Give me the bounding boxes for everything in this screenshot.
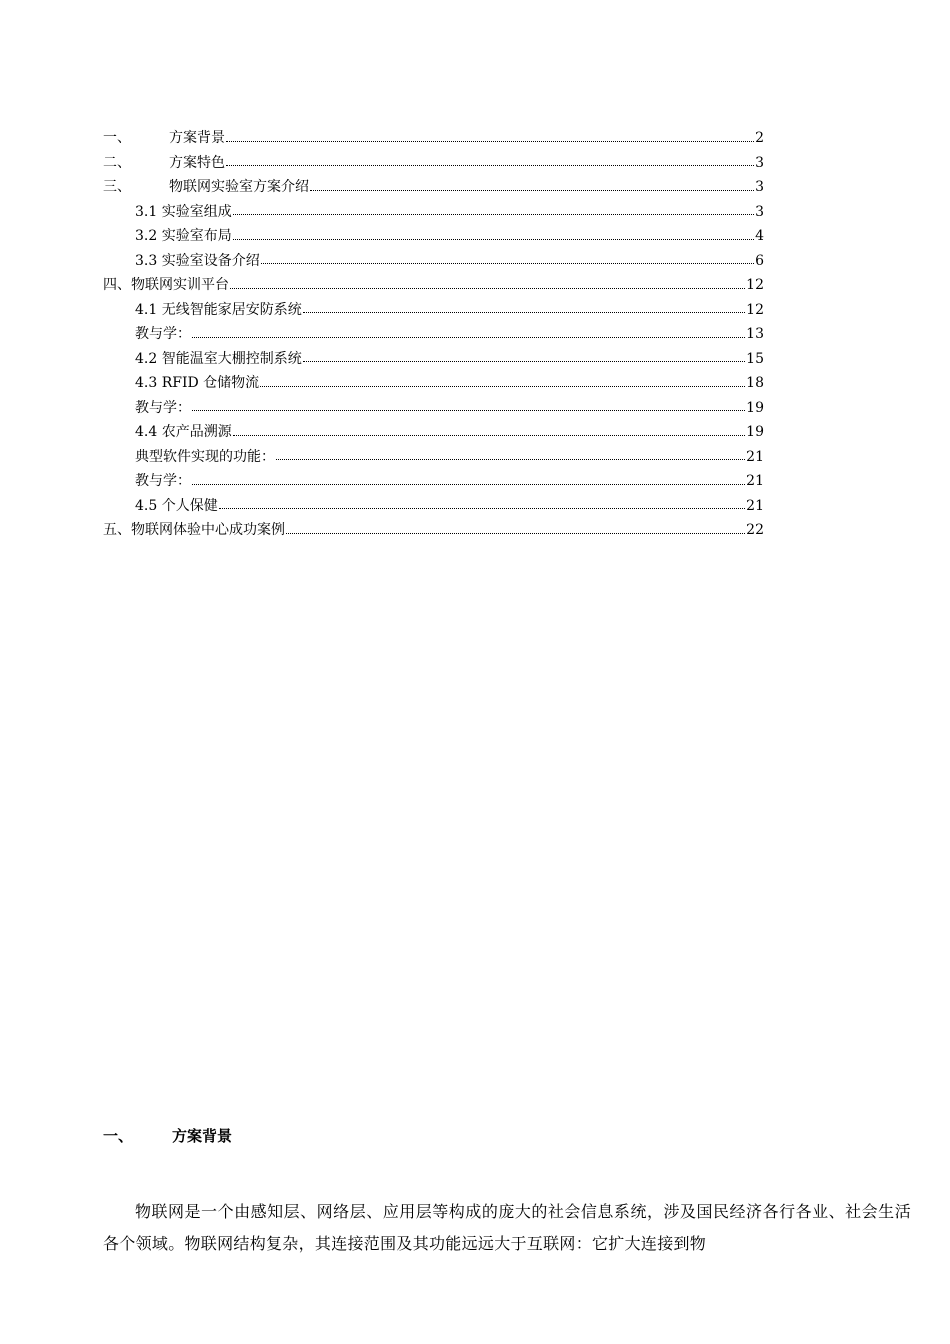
toc-entry[interactable] xyxy=(103,322,764,347)
toc-entry-title: 3.2 实验室布局 xyxy=(135,228,232,244)
toc-entry[interactable] xyxy=(103,445,764,470)
toc-entry-number: 三、 xyxy=(103,179,131,195)
toc-page-number: 15 xyxy=(746,350,764,367)
toc-entry[interactable] xyxy=(103,151,764,176)
toc-page-number: 19 xyxy=(746,424,764,440)
toc-page-number: 3 xyxy=(755,203,764,220)
toc-entry[interactable] xyxy=(103,249,764,274)
toc-entry-title: 教与学： xyxy=(135,326,191,342)
toc-entry-title: 3.3 实验室设备介绍 xyxy=(135,252,260,269)
body-paragraph: 物联网是一个由感知层、网络层、应用层等构成的庞大的社会信息系统，涉及国民经济各行各业、社会生活各个领域。物联网结构复杂，其连接范围及其功能远远大于互联网：它扩大连接到物 xyxy=(103,1202,911,1253)
toc-entry-title: 五、物联网体验中心成功案例 xyxy=(103,522,285,538)
toc-entry-title: 方案背景 xyxy=(169,130,225,146)
table-of-contents xyxy=(103,126,764,543)
toc-page-number: 3 xyxy=(755,154,764,171)
toc-dot-leader xyxy=(260,385,745,387)
toc-dot-leader xyxy=(226,140,754,142)
toc-entry-title: 4.5 个人保健 xyxy=(135,497,218,514)
toc-dot-leader xyxy=(233,238,754,240)
toc-dot-leader xyxy=(233,434,745,436)
toc-entry[interactable] xyxy=(103,469,764,494)
toc-dot-leader xyxy=(303,360,745,362)
toc-entry[interactable] xyxy=(103,371,764,396)
toc-entry[interactable] xyxy=(103,200,764,225)
toc-dot-leader xyxy=(233,213,754,215)
toc-entry[interactable] xyxy=(103,273,764,298)
toc-page-number: 21 xyxy=(746,497,764,514)
toc-page-number: 2 xyxy=(755,130,764,146)
toc-entry-title: 物联网实验室方案介绍 xyxy=(169,179,309,195)
toc-page-number: 4 xyxy=(755,228,764,244)
toc-entry-number: 一、 xyxy=(103,130,131,146)
toc-page-number: 12 xyxy=(746,277,764,293)
toc-dot-leader xyxy=(192,336,745,338)
toc-dot-leader xyxy=(226,164,754,166)
toc-page-number: 19 xyxy=(746,399,764,416)
toc-entry[interactable] xyxy=(103,175,764,200)
toc-page-number: 18 xyxy=(746,375,764,391)
toc-entry-title: 方案特色 xyxy=(169,154,225,171)
toc-page-number: 22 xyxy=(746,522,764,538)
toc-page-number: 6 xyxy=(755,252,764,269)
toc-dot-leader xyxy=(261,262,754,264)
section-title: 方案背景 xyxy=(172,1127,233,1145)
toc-dot-leader xyxy=(276,458,745,460)
section-number: 一、 xyxy=(103,1127,134,1145)
toc-dot-leader xyxy=(286,532,745,534)
toc-page-number: 13 xyxy=(746,326,764,342)
toc-dot-leader xyxy=(192,483,745,485)
toc-entry-title: 4.2 智能温室大棚控制系统 xyxy=(135,350,302,367)
toc-page-number: 21 xyxy=(746,448,764,465)
toc-entry[interactable] xyxy=(103,396,764,421)
toc-entry-title: 4.3 RFID 仓储物流 xyxy=(135,375,260,391)
toc-entry-title: 4.1 无线智能家居安防系统 xyxy=(135,301,302,318)
toc-entry-title: 4.4 农产品溯源 xyxy=(135,424,232,440)
toc-page-number: 21 xyxy=(746,473,764,489)
toc-entry-title: 典型软件实现的功能： xyxy=(135,448,275,465)
toc-page-number: 3 xyxy=(755,179,764,195)
toc-entry[interactable] xyxy=(103,126,764,151)
toc-dot-leader xyxy=(230,287,745,289)
toc-entry[interactable] xyxy=(103,518,764,543)
toc-entry-title: 四、物联网实训平台 xyxy=(103,277,229,293)
toc-entry-number: 二、 xyxy=(103,154,131,171)
toc-entry-title: 3.1 实验室组成 xyxy=(135,203,232,220)
toc-entry[interactable] xyxy=(103,347,764,372)
toc-dot-leader xyxy=(303,311,745,313)
toc-page-number: 12 xyxy=(746,301,764,318)
toc-entry[interactable] xyxy=(103,298,764,323)
toc-dot-leader xyxy=(219,507,745,509)
toc-dot-leader xyxy=(310,189,754,191)
toc-dot-leader xyxy=(192,409,745,411)
toc-entry-title: 教与学： xyxy=(135,473,191,489)
toc-entry[interactable] xyxy=(103,494,764,519)
section-heading xyxy=(103,1125,232,1146)
toc-entry[interactable] xyxy=(103,420,764,445)
toc-entry-title: 教与学： xyxy=(135,399,191,416)
toc-entry[interactable] xyxy=(103,224,764,249)
